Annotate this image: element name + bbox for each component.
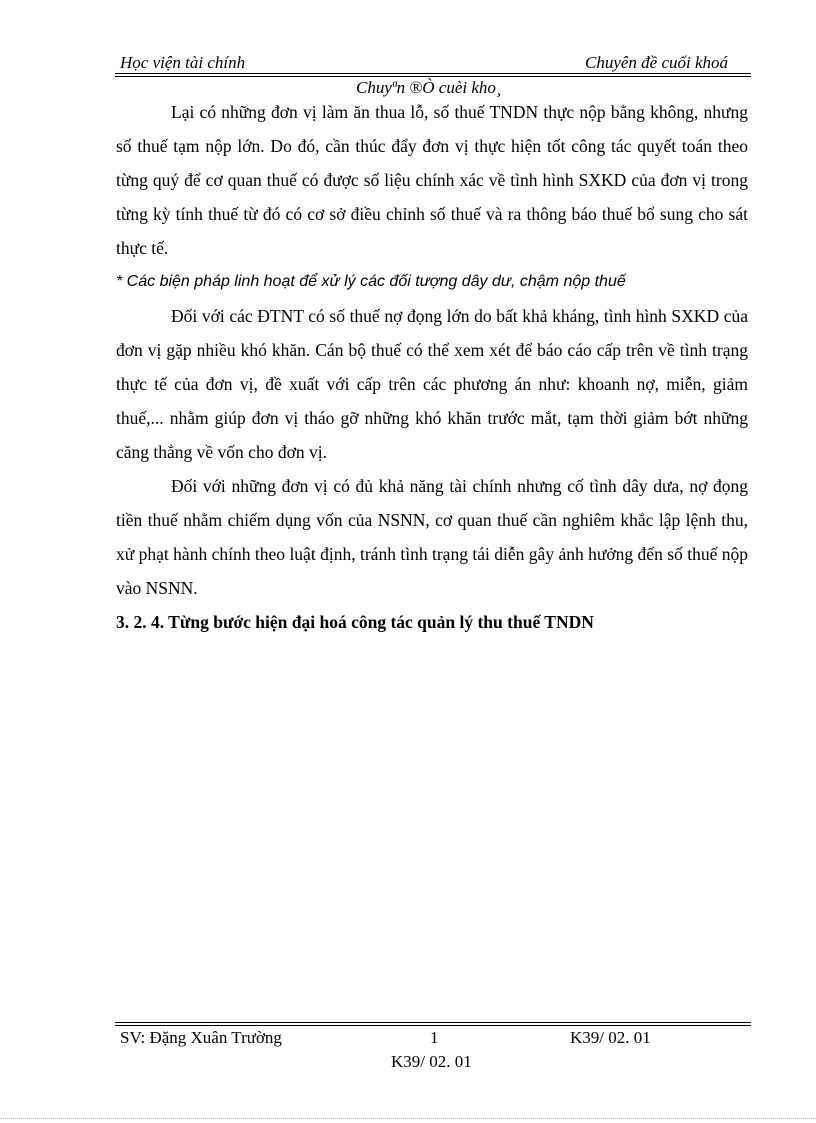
footer-class-code: K39/ 02. 01: [570, 1028, 651, 1047]
paragraph-1: Lại có những đơn vị làm ăn thua lỗ, số thuế TNDN thực nộp bằng không, nhưng số thuế tạm nộp lớn. Do đó, cần thúc đẩy đơn vị thực hiện tốt công tác quyết toán theo từng quý để cơ quan thuế có được số liệu chính xác về tình hình SXKD của đơn vị trong từng kỳ tính thuế từ đó có cơ sở điều chỉnh số thuế và ra thông báo thuế bổ sung cho sát thực tế.: [116, 102, 748, 258]
garbled-header-line: Chuyªn ®Ò cuèi kho¸: [356, 78, 502, 97]
paragraph-3: Đối với những đơn vị có đủ khả năng tài chính nhưng cố tình dây dưa, nợ đọng tiền thuế nhằm chiếm dụng vốn của NSNN, cơ quan thuế cần nghiêm khắc lập lệnh thu, xử phạt hành chính theo luật định, tránh tình trạng tái diễn gây ảnh hưởng đến số thuế nộp vào NSNN.: [116, 476, 748, 598]
header-rule-top: [115, 73, 751, 74]
section-heading: 3. 2. 4. Từng bước hiện đại hoá công tác quản lý thu thuế TNDN: [116, 612, 594, 632]
footer-rule-bottom: [115, 1025, 751, 1026]
page-bottom-border: [0, 1118, 816, 1119]
page-header-left: Học viện tài chính: [120, 53, 246, 72]
body-text: [116, 95, 748, 639]
footer-page-number: 1: [430, 1028, 439, 1047]
page-header-right: Chuyên đề cuối khoá: [585, 53, 729, 72]
header-rule-bottom: [115, 76, 751, 77]
footer-class-code-repeat: K39/ 02. 01: [391, 1052, 472, 1071]
footer-rule-top: [115, 1022, 751, 1023]
paragraph-2: Đối với các ĐTNT có số thuế nợ đọng lớn do bất khả kháng, tình hình SXKD của đơn vị gặp nhiều khó khăn. Cán bộ thuế có thể xem xét để báo cáo cấp trên về tình trạng thực tế của đơn vị, đề xuất với cấp trên các phương án như: khoanh nợ, miễn, giảm thuế,... nhằm giúp đơn vị tháo gỡ những khó khăn trước mắt, tạm thời giảm bớt những căng thẳng về vốn cho đơn vị.: [116, 306, 748, 462]
footer-student: SV: Đặng Xuân Trường: [120, 1028, 282, 1047]
bullet-heading: * Các biện pháp linh hoạt để xử lý các đối tượng dây dư, chậm nộp thuế: [116, 273, 626, 290]
